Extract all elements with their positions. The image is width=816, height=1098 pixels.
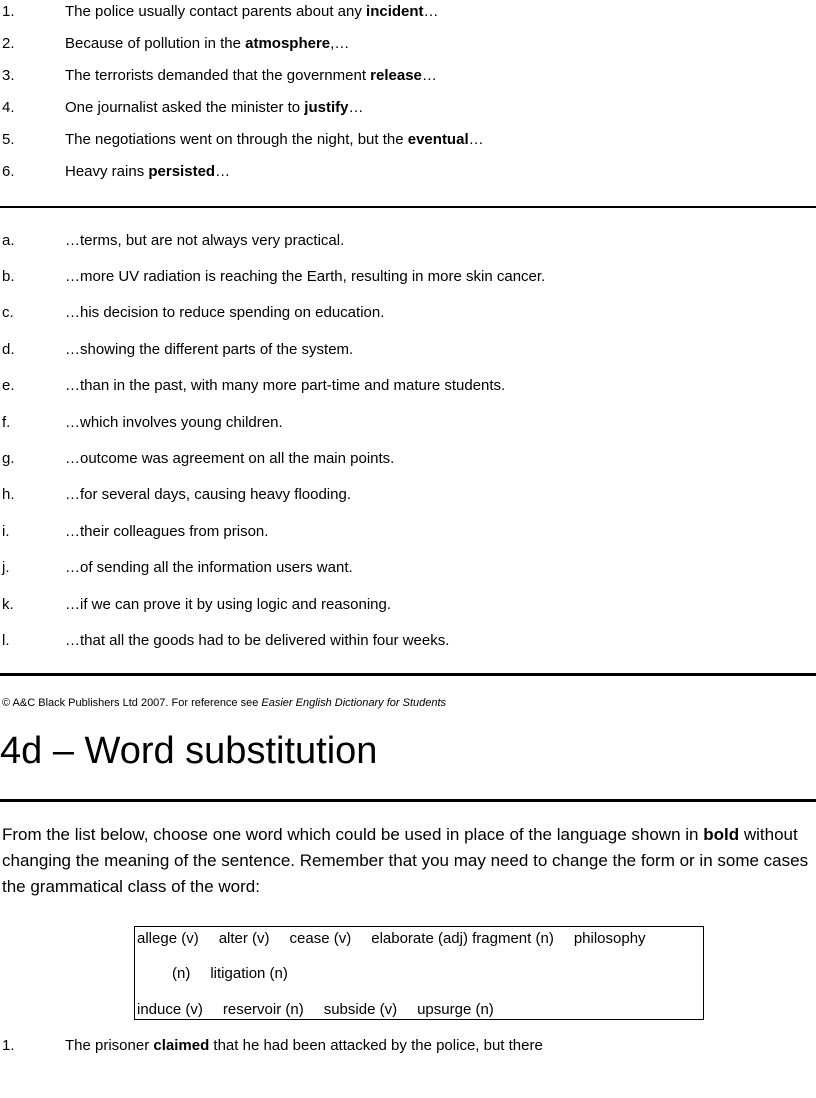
item-text: …his decision to reduce spending on education. [65,304,385,321]
item-text: …than in the past, with many more part-time and mature students. [65,377,506,394]
word-list-line [137,930,666,947]
item-letter: b. [2,268,15,285]
item-text: …showing the different parts of the system. [65,341,354,358]
item-text [65,1036,543,1056]
item-number: 6. [2,163,15,180]
word-item: alter (v) [218,930,270,947]
item-text [65,130,484,150]
item-letter: k. [2,596,14,613]
item-text: …of sending all the information users want. [65,559,353,576]
word-item: subside (v) [323,1001,398,1018]
text-part: Heavy rains [65,163,149,180]
item-number: 3. [2,67,15,84]
text-part: The police usually contact parents about any [65,3,367,20]
item-text: …for several days, causing heavy flooding. [65,486,351,503]
item-letter: e. [2,377,15,394]
item-letter: l. [2,632,10,649]
text-part: that he had been attacked by the police, but there [209,1037,543,1054]
item-text [65,34,349,54]
item-letter: i. [2,523,10,540]
item-letter: f. [2,414,11,431]
item-number: 5. [2,131,15,148]
text-part: … [421,67,437,84]
item-letter: a. [2,232,15,249]
text-part: without changing the meaning of the sentence. Remember that you may need to change the form or in some cases the grammatical class of the word: [2,825,809,896]
text-part: Because of pollution in the [65,35,246,52]
word-item: (n) [172,965,191,982]
key-word: release [370,67,422,84]
item-text: …which involves young children. [65,414,283,431]
text-part: From the list below, choose one word which could be used in place of the language shown in [2,825,704,844]
text-part: One journalist asked the minister to [65,99,305,116]
word-list-line [172,965,308,982]
item-text: …terms, but are not always very practical. [65,232,345,249]
item-text: …their colleagues from prison. [65,523,269,540]
item-text: …outcome was agreement on all the main points. [65,450,395,467]
item-letter: c. [2,304,14,321]
word-item: induce (v) [137,1001,203,1018]
text-part: … [215,163,231,180]
key-word: eventual [407,131,469,148]
word-item: philosophy [573,930,646,947]
key-word: incident [366,3,424,20]
item-text: …if we can prove it by using logic and reasoning. [65,596,392,613]
word-list-box [134,926,704,1020]
item-number: 2. [2,35,15,52]
text-part: … [423,3,439,20]
word-item: allege (v) [137,930,199,947]
text-part: … [348,99,364,116]
instructions [2,822,814,900]
divider [0,799,816,802]
item-number: 1. [2,3,15,20]
item-letter: j. [2,559,10,576]
word-list-line [137,1001,514,1018]
text-part: The negotiations went on through the night, but the [65,131,408,148]
copyright-notice [2,696,446,710]
word-item: elaborate (adj) fragment (n) [371,930,554,947]
item-letter: g. [2,450,15,467]
item-text: …more UV radiation is reaching the Earth, resulting in more skin cancer. [65,268,546,285]
text-part: The terrorists demanded that the government [65,67,371,84]
item-text: …that all the goods had to be delivered within four weeks. [65,632,450,649]
key-word: justify [304,99,349,116]
word-item: reservoir (n) [222,1001,304,1018]
text-part: The prisoner [65,1037,154,1054]
divider [0,673,816,676]
key-word: atmosphere [245,35,331,52]
item-text [65,66,437,86]
word-item: upsurge (n) [417,1001,494,1018]
word-item: cease (v) [289,930,352,947]
item-letter: h. [2,486,15,503]
item-text [65,162,230,182]
divider [0,206,816,208]
item-number: 4. [2,99,15,116]
key-word: persisted [148,163,216,180]
key-word: bold [703,825,740,844]
word-item: litigation (n) [210,965,288,982]
dictionary-title: Easier English Dictionary for Students [261,697,447,709]
item-letter: d. [2,341,15,358]
section-heading: 4d – Word substitution [0,730,378,772]
text-part: ,… [330,35,350,52]
key-word: claimed [153,1037,210,1054]
item-number: 1. [2,1037,15,1054]
copyright-text: © A&C Black Publishers Ltd 2007. For reference see [2,697,262,709]
item-text [65,2,439,22]
text-part: … [468,131,484,148]
item-text [65,98,363,118]
